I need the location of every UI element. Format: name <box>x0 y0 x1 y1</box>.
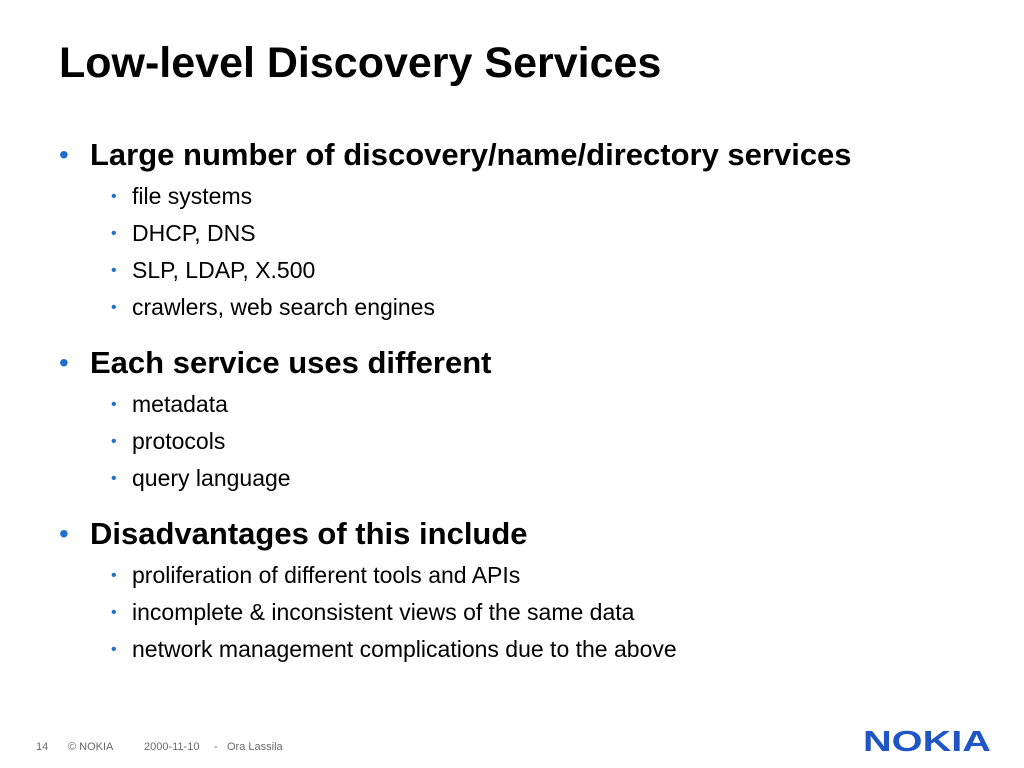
bullet-section <box>59 511 999 668</box>
slide-title: Low-level Discovery Services <box>59 39 662 87</box>
bullet-heading-text: Large number of discovery/name/directory services <box>90 137 852 172</box>
bullet-icon: • <box>111 433 117 450</box>
sub-bullet-text: network management complications due to the above <box>132 636 677 662</box>
bullet-icon: • <box>111 299 117 316</box>
sub-bullet <box>59 631 999 668</box>
bullet-section <box>59 340 999 497</box>
bullet-heading-text: Disadvantages of this include <box>90 516 528 551</box>
footer-date: 2000-11-10 <box>144 741 200 753</box>
bullet-heading-text: Each service uses different <box>90 345 492 380</box>
sub-bullet <box>59 460 999 497</box>
sub-bullet <box>59 252 999 289</box>
bullet-icon: • <box>111 225 117 242</box>
sub-bullet-text: protocols <box>132 428 226 454</box>
bullet-icon: • <box>111 641 117 658</box>
bullet-icon: • <box>59 518 69 549</box>
footer-author: Ora Lassila <box>227 741 283 753</box>
sub-bullet-text: DHCP, DNS <box>132 220 256 246</box>
bullet-icon: • <box>111 396 117 413</box>
sub-bullet-list <box>59 557 999 668</box>
sub-bullet-text: crawlers, web search engines <box>132 294 435 320</box>
copyright-text: © NOKIA <box>68 741 114 753</box>
sub-bullet <box>59 557 999 594</box>
slide-body <box>59 132 999 668</box>
bullet-section <box>59 132 999 326</box>
sub-bullet-text: SLP, LDAP, X.500 <box>132 257 316 283</box>
sub-bullet-list <box>59 178 999 326</box>
nokia-logo-icon <box>862 726 992 756</box>
bullet-icon: • <box>111 188 117 205</box>
bullet-icon: • <box>59 139 69 170</box>
bullet-icon: • <box>111 262 117 279</box>
bullet-icon: • <box>111 567 117 584</box>
bullet-heading <box>59 132 999 178</box>
sub-bullet <box>59 178 999 215</box>
logo-wordmark: NOKIA <box>863 726 992 756</box>
sub-bullet-text: metadata <box>132 391 228 417</box>
footer-separator: - <box>214 741 218 753</box>
sub-bullet <box>59 215 999 252</box>
sub-bullet-text: file systems <box>132 183 253 209</box>
bullet-heading <box>59 511 999 557</box>
sub-bullet <box>59 423 999 460</box>
sub-bullet-text: incomplete & inconsistent views of the same data <box>132 599 635 625</box>
sub-bullet-list <box>59 386 999 497</box>
bullet-heading <box>59 340 999 386</box>
sub-bullet <box>59 594 999 631</box>
sub-bullet-text: query language <box>132 465 291 491</box>
sub-bullet-text: proliferation of different tools and APIs <box>132 562 521 588</box>
bullet-icon: • <box>111 470 117 487</box>
bullet-icon: • <box>111 604 117 621</box>
sub-bullet <box>59 289 999 326</box>
bullet-icon: • <box>59 347 69 378</box>
sub-bullet <box>59 386 999 423</box>
page-number: 14 <box>36 741 49 753</box>
